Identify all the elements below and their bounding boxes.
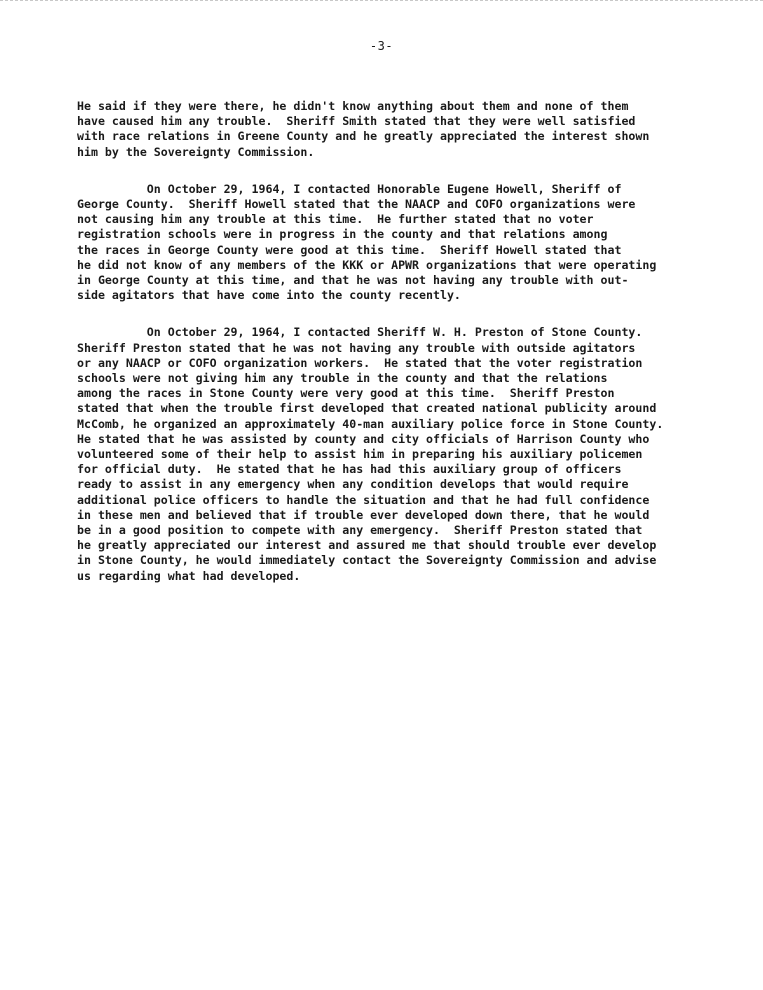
paragraph xyxy=(77,182,699,304)
text-line: side agitators that have come into the county recently. xyxy=(77,288,461,303)
text-line: among the races in Stone County were very good at this time. Sheriff Preston xyxy=(77,386,615,401)
text-line: be in a good position to compete with any emergency. Sheriff Preston stated that xyxy=(77,523,643,538)
text-line: stated that when the trouble first developed that created national publicity around xyxy=(77,401,657,416)
text-line: schools were not giving him any trouble in the county and that the relations xyxy=(77,371,608,386)
text-line: for official duty. He stated that he has had this auxiliary group of officers xyxy=(77,462,622,477)
text-line: McComb, he organized an approximately 40-man auxiliary police force in Stone County. xyxy=(77,416,664,431)
text-line: the races in George County were good at this time. Sheriff Howell stated that xyxy=(77,242,622,257)
text-line: him by the Sovereignty Commission. xyxy=(77,144,315,159)
text-line: registration schools were in progress in the county and that relations among xyxy=(77,227,608,242)
text-line: not causing him any trouble at this time. He further stated that no voter xyxy=(77,212,594,227)
text-line: additional police officers to handle the situation and that he had full confidence xyxy=(77,492,650,507)
page-number: -3- xyxy=(369,39,394,53)
paragraph xyxy=(77,99,699,160)
text-line: On October 29, 1964, I contacted Sheriff W. H. Preston of Stone County. xyxy=(77,325,643,340)
text-line: he did not know of any members of the KKK or APWR organizations that were operating xyxy=(77,257,657,272)
text-line: with race relations in Greene County and he greatly appreciated the interest shown xyxy=(77,129,650,144)
text-line: have caused him any trouble. Sheriff Smith stated that they were well satisfied xyxy=(77,114,636,129)
text-line: On October 29, 1964, I contacted Honorable Eugene Howell, Sheriff of xyxy=(77,181,622,196)
text-line: or any NAACP or COFO organization workers. He stated that the voter registration xyxy=(77,355,643,370)
text-line: in these men and believed that if trouble ever developed down there, that he would xyxy=(77,507,650,522)
text-line: Sheriff Preston stated that he was not having any trouble with outside agitators xyxy=(77,340,636,355)
text-line: in Stone County, he would immediately contact the Sovereignty Commission and advise xyxy=(77,553,657,568)
paragraph xyxy=(77,325,699,583)
text-line: He stated that he was assisted by county and city officials of Harrison County who xyxy=(77,431,650,446)
text-line: in George County at this time, and that he was not having any trouble with out- xyxy=(77,273,629,288)
text-line: he greatly appreciated our interest and assured me that should trouble ever develop xyxy=(77,538,657,553)
text-line: He said if they were there, he didn't know anything about them and none of them xyxy=(77,99,629,113)
text-line: ready to assist in any emergency when any condition develops that would require xyxy=(77,477,629,492)
text-line: volunteered some of their help to assist him in preparing his auxiliary policemen xyxy=(77,447,643,462)
document-body xyxy=(77,99,699,606)
text-line: us regarding what had developed. xyxy=(77,568,301,583)
text-line: George County. Sheriff Howell stated that the NAACP and COFO organizations were xyxy=(77,197,636,212)
